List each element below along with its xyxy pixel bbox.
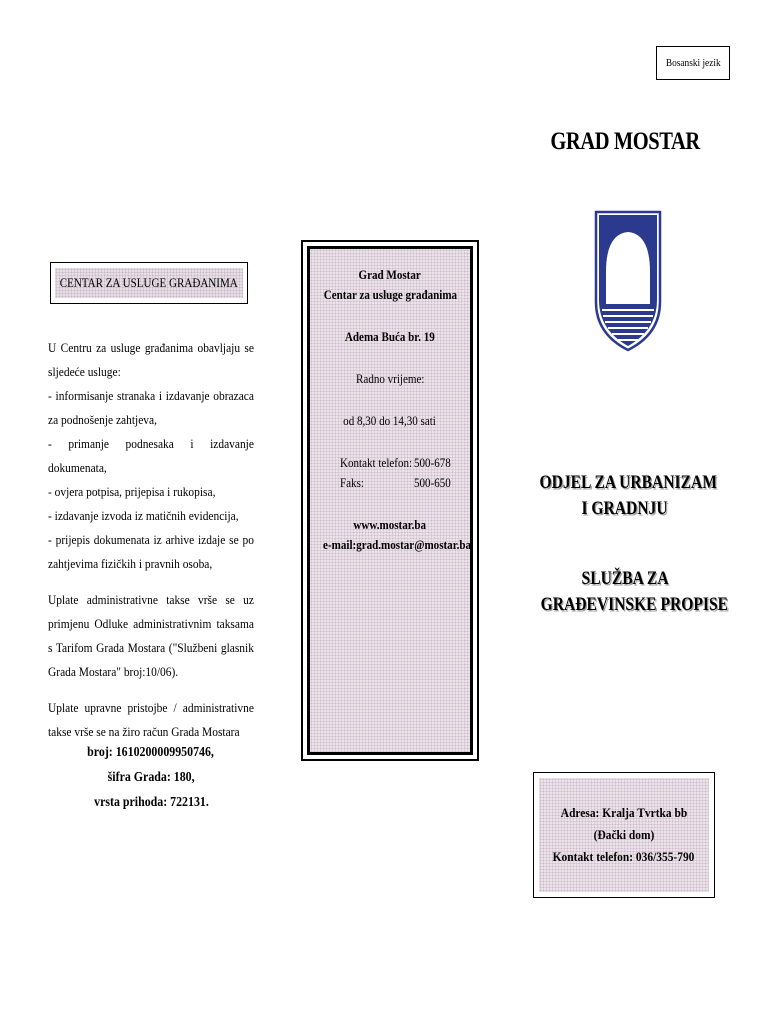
department-line-2: I GRADNJU bbox=[581, 498, 669, 519]
services-text bbox=[48, 336, 254, 744]
office-address: Adresa: Kralja Tvrtka bb (Đački dom) bbox=[560, 805, 688, 842]
service-line-2: GRAĐEVINSKE PROPISE bbox=[540, 594, 729, 615]
centar-title-box bbox=[50, 262, 248, 304]
org-address: Adema Buća br. 19 bbox=[345, 329, 435, 344]
centar-title: CENTAR ZA USLUGE GRAĐANIMA bbox=[59, 275, 239, 290]
city-code: šifra Grada: 180, bbox=[107, 770, 195, 785]
service-item: - primanje podnesaka i izdavanje dokumenata, bbox=[48, 436, 254, 475]
services-intro: U Centru za usluge građanima obavljaju se sljedeće usluge: bbox=[48, 340, 254, 379]
org-name: Grad Mostar bbox=[358, 267, 422, 282]
service-line-1: SLUŽBA ZA bbox=[581, 568, 669, 589]
phone-label: Kontakt telefon: bbox=[340, 455, 413, 470]
fax-value: 500-650 bbox=[414, 475, 451, 490]
language-selector[interactable] bbox=[656, 46, 730, 80]
bank-details bbox=[48, 740, 254, 815]
address-box bbox=[533, 772, 715, 898]
mostar-coat-of-arms-icon bbox=[594, 210, 662, 352]
org-unit: Centar za usluge građanima bbox=[323, 287, 457, 302]
service-item: - prijepis dokumenata iz arhive izdaje se po zahtjevima fizičkih i pravnih osoba, bbox=[48, 532, 254, 571]
email-link[interactable]: e-mail:grad.mostar@mostar.ba bbox=[323, 537, 472, 552]
service-item: - izdavanje izvoda iz matičnih evidencija, bbox=[48, 508, 239, 523]
language-label: Bosanski jezik bbox=[665, 57, 721, 69]
page-title: GRAD MOSTAR bbox=[550, 128, 700, 155]
revenue-type: vrsta prihoda: 722131. bbox=[93, 795, 209, 810]
phone-value: 500-678 bbox=[414, 455, 451, 470]
department-heading bbox=[520, 470, 730, 618]
contact-panel bbox=[301, 240, 479, 761]
fees-paragraph: Uplate administrativne takse vrše se uz primjenu Odluke administrativnim taksama s Tarifom Grada Mostara ("Službeni glasnik Grada Mostara" broj:10/06). bbox=[48, 592, 254, 679]
hours-label: Radno vrijeme: bbox=[355, 371, 425, 386]
fax-label: Faks: bbox=[340, 475, 364, 490]
service-item: - informisanje stranaka i izdavanje obrazaca za podnošenje zahtjeva, bbox=[48, 388, 254, 427]
payment-paragraph: Uplate upravne pristojbe / administrativne takse vrše se na žiro račun Grada Mostara bbox=[48, 700, 254, 739]
account-number: broj: 1610200009950746, bbox=[87, 745, 215, 760]
service-item: - ovjera potpisa, prijepisa i rukopisa, bbox=[48, 484, 216, 499]
website-link[interactable]: www.mostar.ba bbox=[353, 517, 427, 532]
department-line-1: ODJEL ZA URBANIZAM bbox=[539, 472, 717, 493]
hours-value: od 8,30 do 14,30 sati bbox=[343, 413, 437, 428]
office-phone: Kontakt telefon: 036/355-790 bbox=[553, 849, 695, 864]
